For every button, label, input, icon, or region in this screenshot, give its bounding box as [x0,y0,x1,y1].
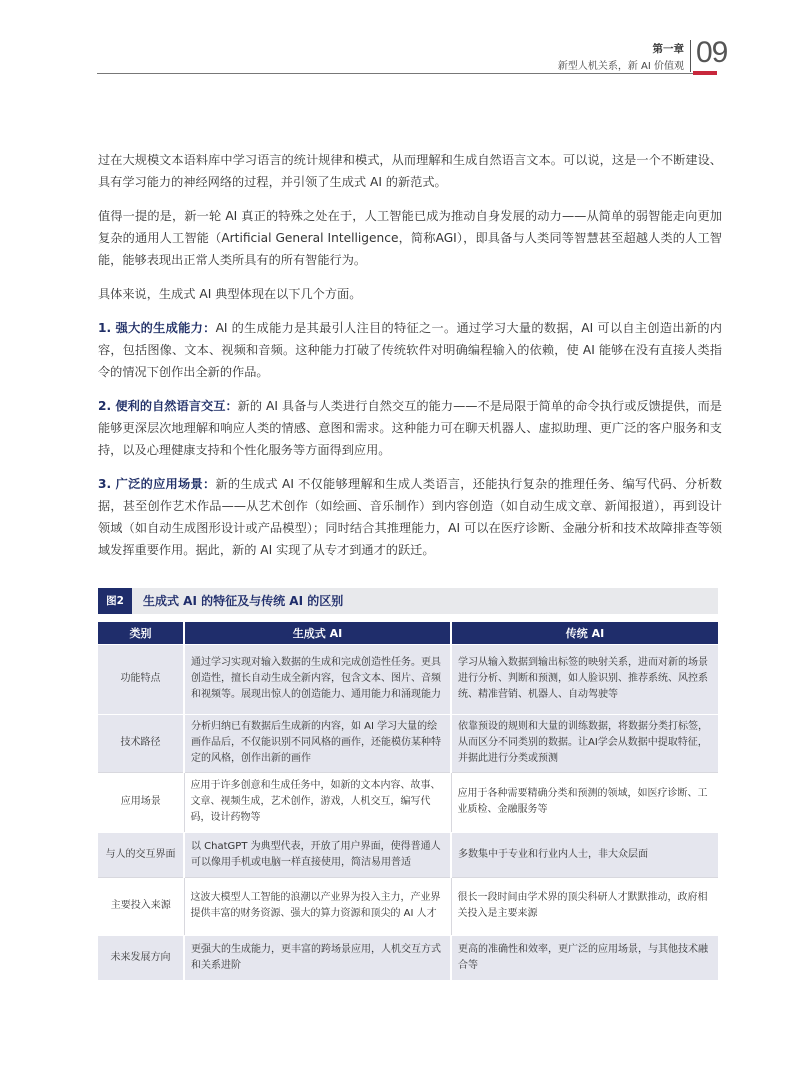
chapter-subtitle: 新型人机关系，新 AI 价值观 [557,61,684,72]
paragraph-intro [98,283,722,305]
paragraph-text: AI 的生成能力是其最引人注目的特征之一。通过学习大量的数据，AI 可以自主创造出新的内容，包括图像、文本、视频和音频。这种能力打破了传统软件对明确编程输入的依赖，使 AI 能够在没有直接人类指令的情况下创作出全新的作品。 [98,321,722,379]
paragraph-text: 过在大规模文本语料库中学习语言的统计规律和模式，从而理解和生成自然语言文本。可以说，这是一个不断建设、具有学习能力的神经网络的过程，并引领了生成式 AI 的新范式。 [98,153,722,189]
paragraph-interaction [98,395,722,461]
paragraph-agi [98,205,722,271]
column-header-category: 类别 [98,622,184,644]
paragraph-text: 具体来说，生成式 AI 典型体现在以下几个方面。 [98,287,362,301]
generative-ai-cell: 分析归纳已有数据后生成新的内容，如 AI 学习大量的绘画作品后，不仅能识别不同风格的画作，还能模仿某种特定的风格，创作出新的画作 [184,714,451,772]
table-row [98,832,718,877]
paragraph-heading: 2. 便利的自然语言交互： [98,399,238,413]
figure-title: 生成式 AI 的特征及与传统 AI 的区别 [143,594,344,608]
paragraph-text: 新的生成式 AI 不仅能够理解和生成人类语言，还能执行复杂的推理任务、编写代码、分析数据，甚至创作艺术作品——从艺术创作（如绘画、音乐制作）到内容创造（如自动生成文章、新闻报道），再到设计领域（如自动生成图形设计或产品模型）；同时结合其推理能力，AI 可以在医疗诊断、金融分析和技术故障排查等领域发挥重要作用。据此，新的 AI 实现了从专才到通才的跃迁。 [98,477,722,557]
generative-ai-cell: 以 ChatGPT 为典型代表，开放了用户界面，使得普通人可以像用手机或电脑一样直接使用，简洁易用普适 [184,832,451,877]
table-row [98,644,718,714]
column-header-generative-ai: 生成式 AI [184,622,451,644]
traditional-ai-cell: 很长一段时间由学术界的顶尖科研人才默默推动，政府相关投入是主要来源 [451,877,718,935]
traditional-ai-cell: 学习从输入数据到输出标签的映射关系，进而对新的场景进行分析、判断和预测，如人脸识别、推荐系统、风控系统、精准营销、机器人、自动驾驶等 [451,644,718,714]
chapter-label: 第一章 [652,43,684,55]
traditional-ai-cell: 依靠预设的规则和大量的训练数据，将数据分类打标签，从而区分不同类别的数据。让AI学会从数据中提取特征，并据此进行分类或预测 [451,714,718,772]
paragraph-heading: 1. 强大的生成能力： [98,321,216,335]
generative-ai-cell: 更强大的生成能力，更丰富的跨场景应用，人机交互方式和关系进阶 [184,935,451,980]
paragraph-applications [98,473,722,561]
paragraph-text: 新的 AI 具备与人类进行自然交互的能力——不是局限于简单的命令执行或反馈提供，而是能够更深层次地理解和响应人类的情感、意图和需求。这种能力可在聊天机器人、虚拟助理、更广泛的客户服务和支持，以及心理健康支持和个性化服务等方面得到应用。 [98,399,722,457]
page-header [0,0,793,80]
paragraph-heading: 3. 广泛的应用场景： [98,477,216,491]
generative-ai-cell: 通过学习实现对输入数据的生成和完成创造性任务。更具创造性，擅长自动生成全新内容，包含文本、图片、音频和视频等。展现出惊人的创造能力、通用能力和涌现能力 [184,644,451,714]
traditional-ai-cell: 更高的准确性和效率，更广泛的应用场景，与其他技术融合等 [451,935,718,980]
row-category: 未来发展方向 [98,935,184,980]
table-row [98,772,718,832]
header-accent-bar [693,71,717,75]
generative-ai-cell: 这波大模型人工智能的浪潮以产业界为投入主力，产业界提供丰富的财务资源、强大的算力资源和顶尖的 AI 人才 [184,877,451,935]
row-category: 技术路径 [98,714,184,772]
header-rule [97,73,717,74]
table-row [98,935,718,980]
comparison-table [98,622,718,980]
paragraph-text: 值得一提的是，新一轮 AI 真正的特殊之处在于，人工智能已成为推动自身发展的动力——从简单的弱智能走向更加复杂的通用人工智能（Artificial General Intelligence，简称AGI），即具备与人类同等智慧甚至超越人类的人工智能，能够表现出正常人类所具有的所有智能行为。 [98,209,722,267]
traditional-ai-cell: 应用于各种需要精确分类和预测的领域，如医疗诊断、工业质检、金融服务等 [451,772,718,832]
row-category: 与人的交互界面 [98,832,184,877]
figure-title-bar [98,588,718,614]
row-category: 应用场景 [98,772,184,832]
traditional-ai-cell: 多数集中于专业和行业内人士，非大众层面 [451,832,718,877]
column-header-traditional-ai: 传统 AI [451,622,718,644]
page-number: 09 [696,36,728,69]
paragraph-continuation [98,149,722,193]
header-divider [690,40,691,72]
paragraph-generation [98,317,722,383]
generative-ai-cell: 应用于许多创意和生成任务中，如新的文本内容、故事、文章、视频生成，艺术创作，游戏，人机交互，编写代码，设计药物等 [184,772,451,832]
figure-label: 图2 [98,588,132,614]
table-row [98,877,718,935]
row-category: 功能特点 [98,644,184,714]
table-header-row [98,622,718,644]
table-row [98,714,718,772]
row-category: 主要投入来源 [98,877,184,935]
